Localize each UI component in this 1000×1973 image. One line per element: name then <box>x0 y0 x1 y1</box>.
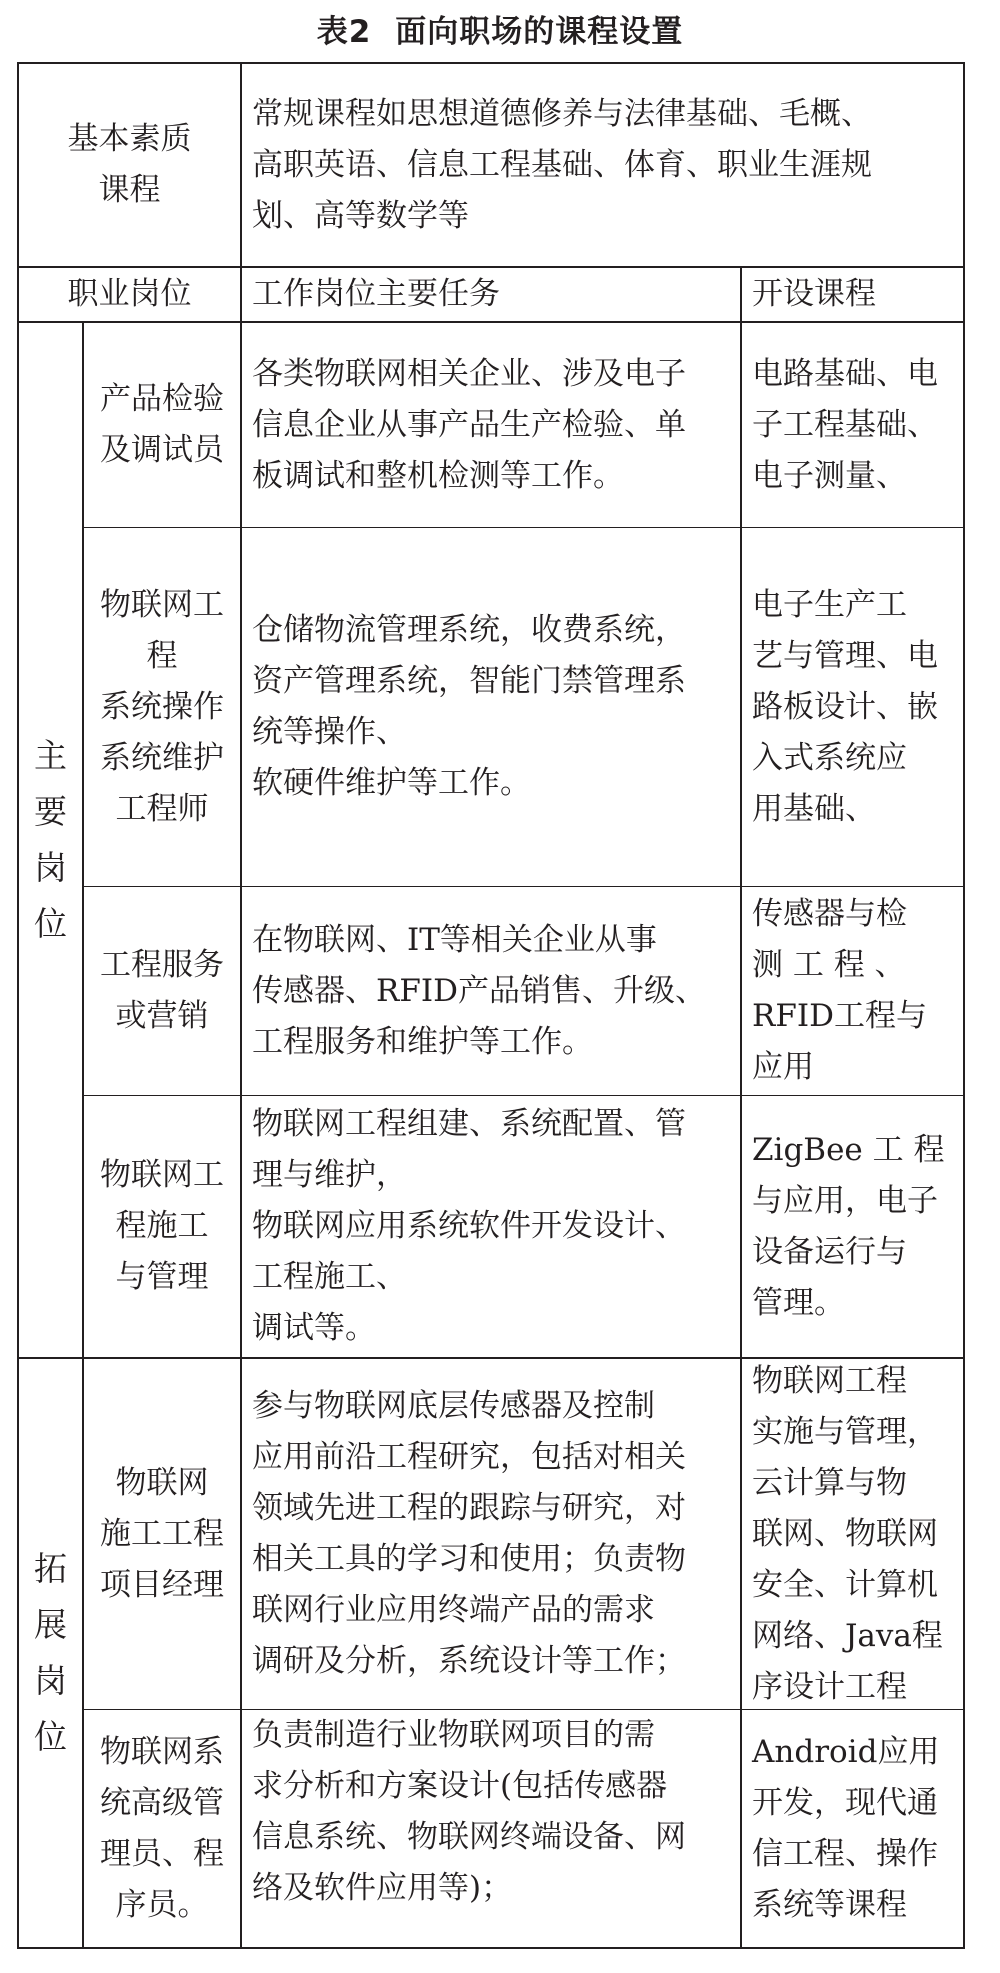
task-cell <box>242 1359 740 1709</box>
task-line: 软硬件维护等工作。 <box>252 765 531 801</box>
course-cell <box>742 323 963 527</box>
position-cell <box>84 1710 240 1947</box>
course-cell <box>742 1096 963 1357</box>
course-line: 网络、Java程 <box>752 1617 943 1654</box>
course-cell <box>742 887 963 1095</box>
task-line: 络及软件应用等)； <box>252 1870 513 1906</box>
position-line: 物联网工 <box>100 1157 224 1193</box>
course-line: 电子生产工 <box>752 586 907 623</box>
task-line: 信息系统、物联网终端设备、网 <box>252 1819 686 1855</box>
group-char: 展 <box>34 1605 67 1644</box>
course-line: 与应用，电子 <box>752 1182 938 1219</box>
course-line: 子工程基础、 <box>752 406 938 443</box>
task-line: 传感器、RFID产品销售、升级、 <box>252 972 706 1009</box>
position-line: 产品检验 <box>100 381 224 417</box>
position-line: 统高级管 <box>100 1784 224 1821</box>
header-tasks: 工作岗位主要任务 <box>252 276 500 312</box>
group-char: 岗 <box>34 848 67 887</box>
position-line: 程 <box>146 637 178 674</box>
course-line: 系统等课程 <box>752 1886 907 1923</box>
position-line: 系统维护 <box>100 739 224 776</box>
course-line: 路板设计、嵌 <box>752 688 938 725</box>
task-line: 调试等。 <box>252 1310 376 1346</box>
group-char: 要 <box>34 792 67 831</box>
course-line: 管理。 <box>752 1284 845 1321</box>
course-line: 物联网工程 <box>752 1362 907 1399</box>
table-bottom-border <box>17 1947 965 1949</box>
course-line: 设备运行与 <box>752 1233 907 1270</box>
task-line: 仓储物流管理系统，收费系统， <box>252 612 686 648</box>
position-cell <box>84 528 240 886</box>
course-line: 入式系统应 <box>752 739 907 776</box>
group-char: 岗 <box>34 1661 67 1700</box>
header-position: 职业岗位 <box>67 276 192 312</box>
course-cell <box>742 1710 963 1947</box>
header-courses: 开设课程 <box>752 276 876 312</box>
position-line: 与管理 <box>115 1259 209 1295</box>
position-cell <box>84 1359 240 1709</box>
course-line: 传感器与检 <box>752 896 907 932</box>
task-cell <box>242 887 740 1095</box>
position-line: 系统操作 <box>100 688 224 725</box>
course-line: Android应用 <box>752 1733 940 1770</box>
task-line: 负责制造行业物联网项目的需 <box>252 1717 655 1753</box>
course-line: RFID工程与 <box>752 998 927 1034</box>
position-line: 工程服务 <box>100 947 224 983</box>
position-cell <box>84 1096 240 1357</box>
task-line: 参与物联网底层传感器及控制 <box>252 1388 655 1424</box>
task-line: 物联网工程组建、系统配置、管 <box>252 1106 686 1142</box>
task-line: 各类物联网相关企业、涉及电子 <box>252 355 686 392</box>
task-line: 统等操作、 <box>252 714 407 750</box>
basic-content-line: 划、高等数学等 <box>252 197 469 234</box>
task-line: 求分析和方案设计(包括传感器 <box>252 1768 668 1804</box>
basic-content-line: 高职英语、信息工程基础、体育、职业生涯规 <box>252 146 872 183</box>
position-line: 项目经理 <box>100 1566 224 1603</box>
basic-label-cell <box>19 64 240 266</box>
table-number: 表2 <box>316 14 372 50</box>
group-extended-positions <box>19 1359 82 1947</box>
task-line: 应用前沿工程研究，包括对相关 <box>252 1439 686 1475</box>
group-char: 拓 <box>34 1549 67 1588</box>
task-line: 联网行业应用终端产品的需求 <box>252 1592 655 1628</box>
task-cell <box>242 1096 740 1357</box>
task-line: 信息企业从事产品生产检验、单 <box>252 406 686 443</box>
course-line: 艺与管理、电 <box>752 637 938 674</box>
table-title: 面向职场的课程设置 <box>395 14 684 50</box>
task-line: 板调试和整机检测等工作。 <box>252 457 624 494</box>
position-line: 物联网工 <box>100 586 224 623</box>
position-cell <box>84 323 240 527</box>
position-line: 物联网 <box>115 1464 209 1501</box>
position-line: 理员、程 <box>100 1835 224 1872</box>
table-right-border <box>963 62 965 1949</box>
course-line: 电子测量、 <box>752 457 907 494</box>
position-line: 程施工 <box>115 1208 209 1244</box>
position-line: 工程师 <box>115 790 209 827</box>
course-line: 云计算与物 <box>752 1464 907 1501</box>
group-char: 位 <box>34 1717 67 1756</box>
course-cell <box>742 528 963 886</box>
task-line: 工程服务和维护等工作。 <box>252 1023 593 1060</box>
task-cell <box>242 1710 740 1947</box>
position-line: 序员。 <box>115 1886 209 1923</box>
table-caption <box>0 4 1000 60</box>
course-line: 开发，现代通 <box>752 1784 938 1821</box>
task-cell <box>242 528 740 886</box>
task-line: 领域先进工程的跟踪与研究，对 <box>252 1490 686 1526</box>
course-line: 联网、物联网 <box>752 1515 938 1552</box>
task-line: 资产管理系统，智能门禁管理系 <box>252 663 686 699</box>
task-line: 理与维护， <box>252 1157 407 1193</box>
position-line: 及调试员 <box>100 432 224 468</box>
course-line: 测 工 程 、 <box>752 947 906 983</box>
course-line: 用基础、 <box>752 790 876 827</box>
basic-content-line: 常规课程如思想道德修养与法律基础、毛概、 <box>252 95 872 132</box>
position-cell <box>84 887 240 1095</box>
task-line: 相关工具的学习和使用；负责物 <box>252 1541 686 1577</box>
basic-label-line: 课程 <box>98 172 161 208</box>
course-line: ZigBee 工 程 <box>752 1131 945 1168</box>
task-cell <box>242 323 740 527</box>
course-line: 信工程、操作 <box>752 1835 938 1872</box>
position-line: 物联网系 <box>100 1733 224 1770</box>
task-line: 调研及分析，系统设计等工作； <box>252 1643 686 1679</box>
position-line: 施工工程 <box>100 1515 224 1552</box>
course-line: 电路基础、电 <box>752 355 938 392</box>
basic-label-line: 基本素质 <box>67 121 192 157</box>
position-line: 或营销 <box>115 998 209 1034</box>
group-char: 主 <box>34 736 67 775</box>
task-line: 物联网应用系统软件开发设计、 <box>252 1208 686 1244</box>
course-line: 安全、计算机 <box>752 1566 938 1603</box>
course-line: 应用 <box>752 1049 814 1085</box>
group-main-positions <box>19 323 82 1357</box>
group-char: 位 <box>34 904 67 943</box>
course-cell <box>742 1359 963 1709</box>
course-line: 序设计工程 <box>752 1668 907 1705</box>
task-line: 在物联网、IT等相关企业从事 <box>252 921 657 958</box>
basic-content-cell <box>242 64 963 266</box>
course-line: 实施与管理， <box>752 1413 938 1450</box>
task-line: 工程施工、 <box>252 1259 407 1295</box>
